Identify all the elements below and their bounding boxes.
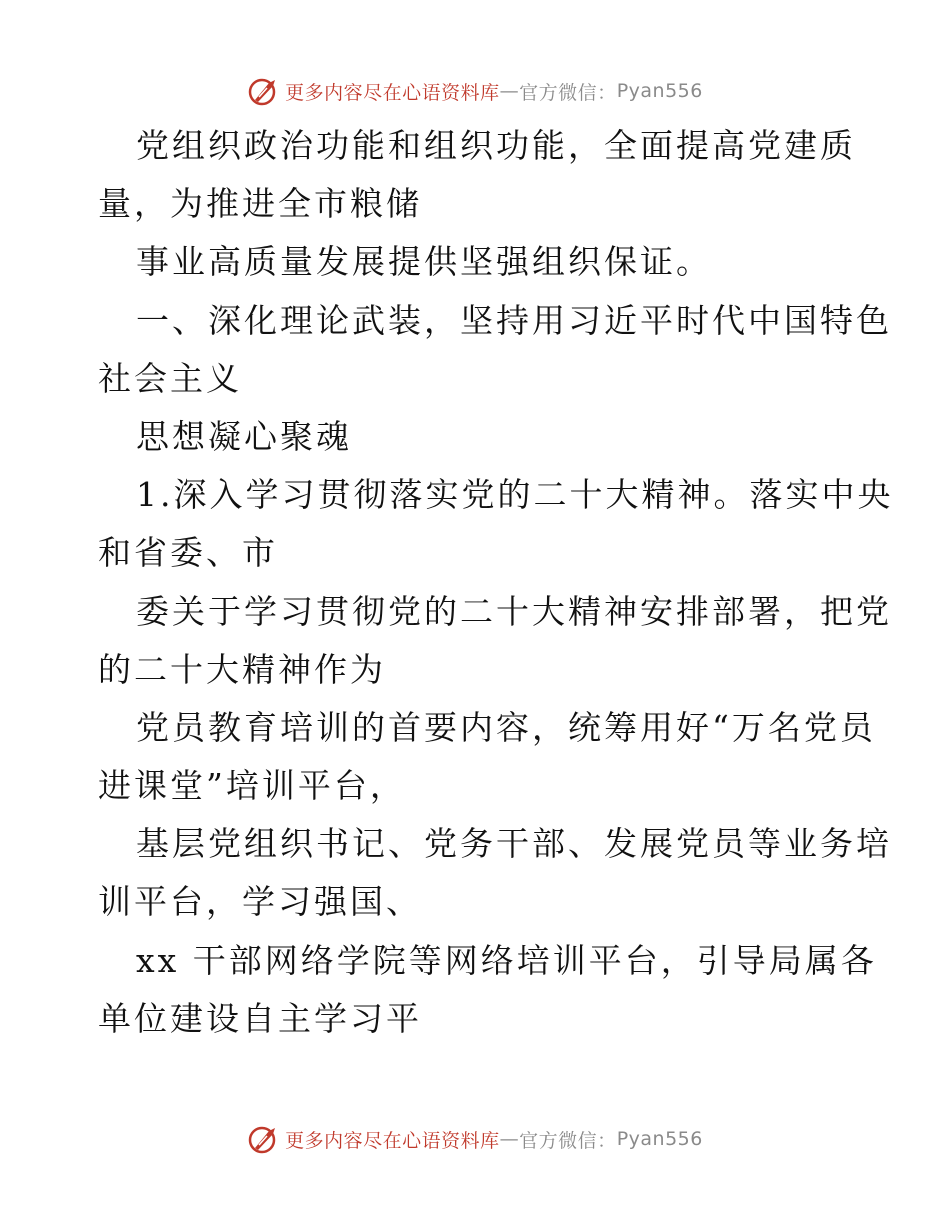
text-line: 量，为推进全市粮储 [98, 184, 422, 224]
footer-banner-title: 更多内容尽在心语资料库 [285, 1129, 500, 1152]
text-line: 党员教育培训的首要内容，统筹用好“万名党员 [136, 707, 876, 747]
text-line: 思想凝心聚魂 [136, 416, 352, 456]
text-line: 基层党组织书记、党务干部、发展党员等业务培 [136, 824, 892, 864]
header-banner [0, 71, 950, 111]
text-line: 党组织政治功能和组织功能，全面提高党建质 [136, 126, 856, 165]
text-line: 社会主义 [98, 358, 242, 398]
header-banner-wechat-id: Pyan556 [616, 80, 703, 102]
pen-nib-circle-logo-icon [247, 74, 281, 108]
text-line: 事业高质量发展提供坚强组织保证。 [136, 242, 712, 282]
text-line: 的二十大精神作为 [98, 649, 386, 689]
text-line: 1.深入学习贯彻落实党的二十大精神。落实中央 [136, 475, 894, 515]
header-banner-separator: — [499, 80, 520, 102]
text-line: 进课堂”培训平台， [98, 766, 406, 806]
document-body [98, 117, 894, 1048]
footer-banner-wechat-id: Pyan556 [616, 1128, 703, 1150]
header-banner-title: 更多内容尽在心语资料库 [285, 81, 500, 104]
text-line: 一、深化理论武装，坚持用习近平时代中国特色 [136, 300, 892, 340]
footer-banner-wechat-label: 官方微信： [519, 1129, 617, 1152]
text-line: 单位建设自主学习平 [98, 998, 422, 1038]
text-line: xx 干部网络学院等网络培训平台，引导局属各 [136, 940, 877, 980]
pen-nib-circle-logo-icon [247, 1122, 281, 1156]
text-line: 委关于学习贯彻党的二十大精神安排部署，把党 [136, 591, 892, 631]
text-line: 训平台，学习强国、 [98, 882, 422, 922]
footer-banner [0, 1119, 950, 1159]
footer-banner-separator: — [499, 1128, 520, 1150]
header-banner-wechat-label: 官方微信： [519, 81, 617, 104]
text-line: 和省委、市 [98, 533, 278, 573]
